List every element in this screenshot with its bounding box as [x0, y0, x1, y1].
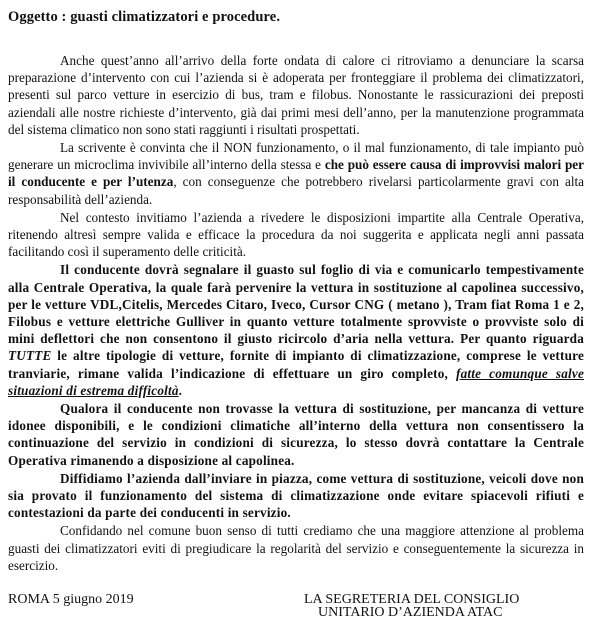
paragraph-closing: Confidando nel comune buon senso di tutti crediamo che una maggiore attenzione al problema guasti dei climatizzatori eviti di pregiudicare la regolarità del servizio e conseguentemente la sicurezza in esercizio.	[8, 523, 584, 573]
place-date: ROMA 5 giugno 2019	[8, 592, 134, 607]
document-body	[8, 52, 584, 574]
paragraph-heat-wave: Anche quest’anno all’arrivo della forte ondata di calore ci ritroviamo a denunciare la scarsa preparazione d’intervento con cui l’azienda si è adoperata per fronteggiare il problema dei climatizzatori, presenti sul parco vetture in esercizio di bus, tram e filobus. Nonostante le rassicurazioni dei preposti aziendali alle nostre richieste d’intervento, già dai primi mesi dell’anno, per la manutenzione programmata del sistema climatico non sono stati raggiunti i risultati prospettati.	[8, 53, 584, 137]
paragraph-procedure-exception: fatte comunque salve situazioni di estrema difficoltà	[8, 365, 584, 398]
document-subject: Oggetto : guasti climatizzatori e procedure.	[8, 9, 281, 25]
paragraph-malfunction-emphasis: che può essere causa di improvvisi malori per il conducente e per l’utenza	[8, 157, 584, 190]
paragraph-procedure-text-a: Il conducente dovrà segnalare il guasto sul foglio di via e comunicarlo tempestivamente alla Centrale Operativa, la quale farà pervenire la vettura in sostituzione al capolinea successivo, per le vetture VDL,Citelis, Mercedes Citaro, Iveco, Cursor CNG ( metano ), Tram fiat Roma 1 e 2, Filobus e vetture elettriche Gulliver in quanto vetture totalmente sprovviste o provviste solo di mini deflettori che non consentono il giusto ricircolo d’aria nella vettura. Per quanto riguarda	[8, 262, 584, 347]
signature-line-2-text: UNITARIO D’AZIENDA ATAC	[318, 605, 503, 620]
paragraph-procedure-text-c: le altre tipologie di vetture, fornite di impianto di climatizzazione, comprese le vetture tranviarie, rimane valida l’indicazione di effettuare un giro completo,	[8, 348, 584, 381]
paragraph-driver-procedure	[8, 261, 584, 399]
signature-line-2	[318, 605, 503, 620]
paragraph-malfunction-text-c: , con conseguenze che potrebbero rivelarsi particolarmente gravi con alta responsabilità dell’azienda.	[8, 174, 584, 207]
paragraph-malfunction-risk	[8, 139, 584, 208]
paragraph-procedure-review: Nel contesto invitiamo l’azienda a rivedere le disposizioni impartite alla Centrale Operativa, ritenendo altresì sempre valida e efficace la procedura da noi suggerita e applicata negli anni passata facilitando così il superamento delle criticità.	[8, 209, 584, 260]
paragraph-warning: Diffidiamo l’azienda dall’inviare in piazza, come vettura di sostituzione, veicoli dove non sia provato il funzionamento del sistema di climatizzazione onde evitare spiacevoli rifiuti e contestazioni da parte dei conducenti in servizio.	[8, 470, 584, 521]
signature-line-1: LA SEGRETERIA DEL CONSIGLIO	[304, 592, 520, 607]
paragraph-procedure-tutte: TUTTE	[8, 348, 52, 364]
paragraph-procedure-text-e: .	[178, 382, 183, 398]
paragraph-no-replacement: Qualora il conducente non trovasse la vettura di sostituzione, per mancanza di vetture idonee disponibili, e le condizioni climatiche all’interno della vettura non consentissero la continuazione del servizio in condizioni di sicurezza, lo stesso dovrà contattare la Centrale Operativa rimanendo a disposizione al capolinea.	[8, 401, 584, 468]
paragraph-malfunction-text-a: La scrivente è convinta che il NON funzionamento, o il mal funzionamento, di tale impianto può generare un microclima invivibile all’interno della stessa e	[8, 140, 584, 173]
